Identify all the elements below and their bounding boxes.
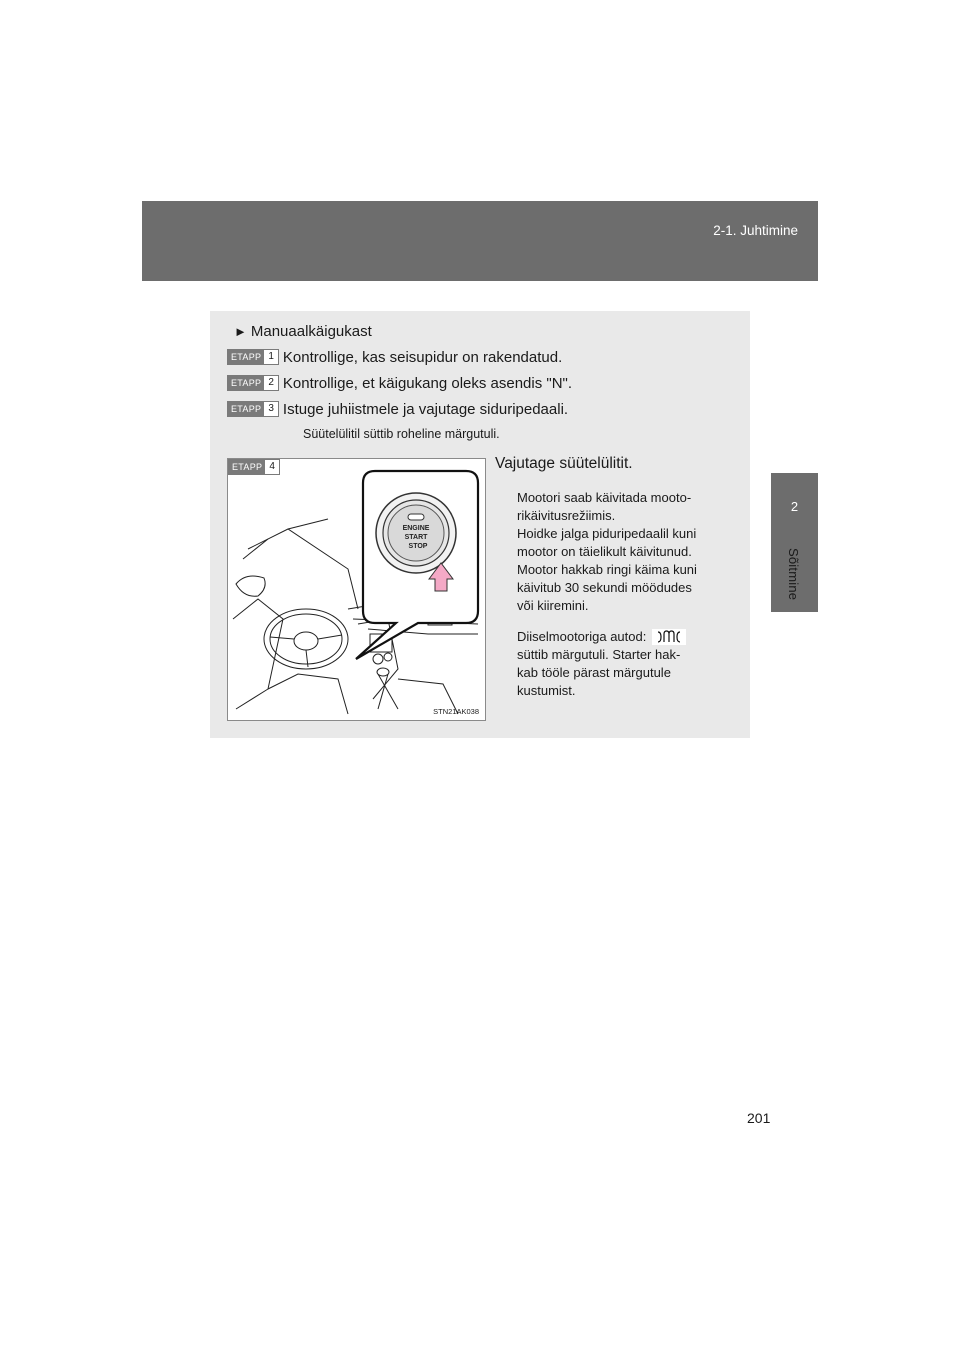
step-badge: ETAPP 2 bbox=[227, 375, 279, 391]
step-4-paragraph-1 bbox=[517, 489, 727, 615]
triangle-marker-icon: ► bbox=[234, 324, 247, 339]
subhead bbox=[234, 323, 372, 340]
paragraph-line: süttib märgutuli. Starter hak- bbox=[517, 647, 681, 662]
paragraph-line: rikäivitusrežiimis. bbox=[517, 508, 616, 523]
chapter-label: Sõitmine bbox=[786, 548, 801, 601]
dashboard-drawing bbox=[228, 459, 485, 720]
chapter-number: 2 bbox=[790, 499, 799, 514]
paragraph-line: mootor on täielikult käivitunud. bbox=[517, 544, 692, 559]
paragraph-line: käivitub 30 sekundi möödudes bbox=[517, 580, 692, 595]
figure-code: STN21AK038 bbox=[433, 707, 479, 716]
paragraph-line: Diiselmootoriga autod: bbox=[517, 628, 727, 646]
page-number: 201 bbox=[747, 1110, 771, 1126]
content-box bbox=[210, 311, 750, 738]
paragraph-line: Mootori saab käivitada mooto- bbox=[517, 490, 692, 505]
subhead-text: Manuaalkäigukast bbox=[250, 323, 372, 340]
button-text-engine: ENGINE bbox=[402, 525, 430, 532]
dashboard-illustration bbox=[227, 458, 486, 721]
step-text: Kontrollige, kas seisupidur on rakendatud. bbox=[282, 348, 563, 366]
step-4-paragraph-2 bbox=[517, 628, 727, 700]
step-text: Kontrollige, et käigukang oleks asendis "N". bbox=[282, 374, 573, 392]
step-text: Istuge juhiistmele ja vajutage siduripedaali. bbox=[282, 400, 569, 418]
glow-plug-indicator-icon bbox=[652, 629, 686, 645]
paragraph-line: kab tööle pärast märgutule bbox=[517, 665, 671, 680]
step-4-text: Vajutage süütelülitit. bbox=[495, 455, 633, 472]
paragraph-line: Mootor hakkab ringi käima kuni bbox=[517, 562, 697, 577]
step-badge: ETAPP 3 bbox=[227, 401, 279, 417]
step-badge: ETAPP 1 bbox=[227, 349, 279, 365]
header-band bbox=[142, 201, 818, 281]
step-3 bbox=[227, 400, 568, 418]
step-1 bbox=[227, 348, 562, 366]
step-badge: ETAPP 4 bbox=[228, 459, 280, 475]
paragraph-line: kustumist. bbox=[517, 683, 576, 698]
button-text-stop: STOP bbox=[408, 543, 428, 550]
paragraph-line: või kiiremini. bbox=[517, 598, 589, 613]
button-text-start: START bbox=[404, 534, 428, 541]
section-title: 2-1. Juhtimine bbox=[713, 223, 798, 238]
step-3-note: Süütelülitil süttib roheline märgutuli. bbox=[303, 427, 500, 441]
step-2 bbox=[227, 374, 572, 392]
paragraph-line: Hoidke jalga piduripedaalil kuni bbox=[517, 526, 697, 541]
